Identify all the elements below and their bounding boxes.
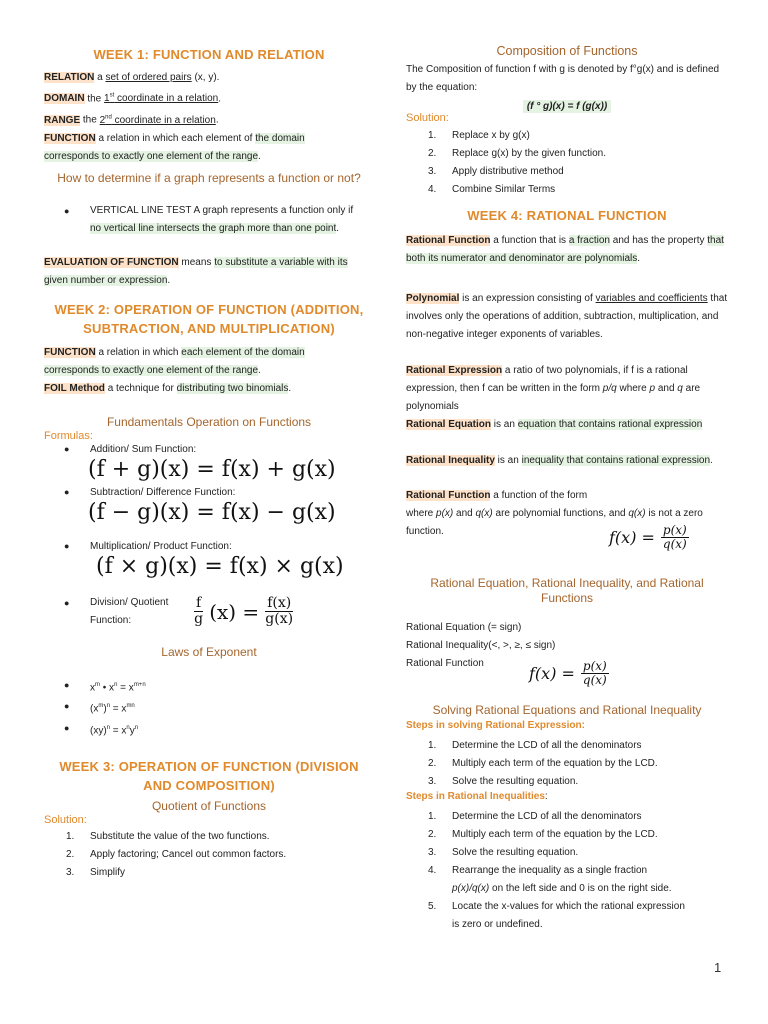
multiplication-formula: (f × g)(x) = f(x) × g(x) bbox=[96, 554, 344, 579]
fundamentals-heading: Fundamentals Operation on Functions bbox=[106, 415, 312, 429]
composition-equation: (f ° g)(x) = f (g(x)) bbox=[523, 100, 611, 113]
quotient-step-2: 2. Apply factoring; Cancel out common factors. bbox=[66, 849, 287, 860]
ineq-step-1: 1. Determine the LCD of all the denominators bbox=[428, 811, 642, 822]
steps-rational-inequalities-label: Steps in Rational Inequalities: bbox=[406, 791, 548, 802]
exponent-law-3: ● $(xy)^n = x^ny^n$ bbox=[64, 722, 139, 736]
comp-step-1: 1. Replace x by g(x) bbox=[428, 130, 530, 141]
multiplication-item: ● Multiplication/ Product Function: (f × g)(x) = f(x) × g(x) bbox=[44, 541, 374, 579]
solution-label-w3: Solution: bbox=[44, 814, 87, 826]
exponent-laws-list bbox=[44, 676, 366, 740]
quotient-step-3: 3. Simplify bbox=[66, 867, 126, 878]
ineq-step-3: 3. Solve the resulting equation. bbox=[428, 847, 579, 858]
ineq-step-5: 5. Locate the x-values for which the rational expression is zero or undefined. bbox=[428, 901, 685, 930]
rational-function-label: Rational Function bbox=[406, 658, 484, 669]
expr-step-1: 1. Determine the LCD of all the denominators bbox=[428, 740, 642, 751]
evaluation-definition: EVALUATION OF FUNCTION means to substitute a variable with its given number or expression. bbox=[44, 257, 348, 286]
subtraction-item: ● Subtraction/ Difference Function: (f − g)(x) = f(x) − g(x) bbox=[44, 487, 374, 525]
addition-formula: (f + g)(x) = f(x) + g(x) bbox=[88, 457, 336, 482]
rational-expression-steps bbox=[406, 737, 728, 791]
rational-function-definition: Rational Function a function that is a fraction and has the property that both its numerator and denominator are polynomials. bbox=[406, 235, 724, 264]
page-number: 1 bbox=[714, 960, 722, 975]
week2-title: WEEK 2: OPERATION OF FUNCTION (ADDITION, SUBTRACTION, AND MULTIPLICATION) bbox=[54, 302, 364, 336]
rational-inequality-steps bbox=[406, 808, 728, 934]
rational-function-formula-1: f(x) = $\frac{p(x)}{q(x)}$ bbox=[609, 523, 687, 552]
quotient-heading: Quotient of Functions bbox=[151, 799, 267, 813]
comp-step-2: 2. Replace g(x) by the given function. bbox=[428, 148, 606, 159]
expr-step-3: 3. Solve the resulting equation. bbox=[428, 776, 579, 787]
rational-expression-definition: Rational Expression a ratio of two polynomials, if f is a rational expression, then f can be written in the form p/q where p and q are polynomials bbox=[406, 365, 701, 412]
composition-intro: The Composition of function f with g is denoted by f°g(x) and is defined by the equation: bbox=[406, 64, 720, 93]
rational-inequality-sign: Rational Inequality(<, >, ≥, ≤ sign) bbox=[406, 640, 556, 651]
exponent-law-2: ● $(x^m)^n = x^{mn}$ bbox=[64, 701, 135, 715]
expr-step-2: 2. Multiply each term of the equation by the LCD. bbox=[428, 758, 658, 769]
graph-heading: How to determine if a graph represents a function or not? bbox=[57, 171, 361, 185]
laws-exponent-heading: Laws of Exponent bbox=[161, 645, 257, 659]
rational-inequality-definition: Rational Inequality is an inequality that contains rational expression. bbox=[406, 455, 713, 466]
addition-item: ● Addition/ Sum Function: (f + g)(x) = f(x) + g(x) bbox=[44, 444, 374, 482]
week3-title: WEEK 3: OPERATION OF FUNCTION (DIVISION AND COMPOSITION) bbox=[59, 759, 359, 793]
solving-heading: Solving Rational Equations and Rational Inequality bbox=[432, 703, 702, 717]
ineq-step-4: 4. Rearrange the inequality as a single fraction p(x)/q(x) on the left side and 0 is on the right side. bbox=[428, 865, 672, 894]
composition-steps bbox=[406, 127, 728, 199]
exponent-law-1: ● $x^m$ • $x^n = x^{m+n}$ bbox=[64, 680, 146, 694]
polynomial-definition: Polynomial is an expression consisting of variables and coefficients that involves only the operations of addition, subtraction, multiplication, and non-negative integer exponents of variables. bbox=[406, 293, 728, 340]
rational-function-formula-2: f(x) = $\frac{p(x)}{q(x)}$ bbox=[529, 659, 607, 688]
composition-heading: Composition of Functions bbox=[496, 44, 638, 58]
week1-title: WEEK 1: FUNCTION AND RELATION bbox=[93, 47, 325, 62]
relation-definition: RELATION a set of ordered pairs (x, y). DOMAIN the 1st coordinate in a relation. RANGE the 2nd coordinate in a relation. FUNCTION a relation in which each element of the domain corresponds to exactly one element of the range. bbox=[44, 72, 305, 162]
comp-step-4: 4. Combine Similar Terms bbox=[428, 184, 556, 195]
rational-function-form: Rational Function a function of the form where p(x) and q(x) are polynomial functions, and q(x) is not a zero function. bbox=[406, 490, 703, 537]
quotient-steps bbox=[44, 828, 366, 882]
rational-equation-sign: Rational Equation (= sign) bbox=[406, 622, 522, 633]
solution-label-comp: Solution: bbox=[406, 112, 449, 124]
comp-step-3: 3. Apply distributive method bbox=[428, 166, 564, 177]
formulas-label: Formulas: bbox=[44, 430, 93, 442]
steps-rational-expression-label: Steps in solving Rational Expression: bbox=[406, 720, 585, 731]
division-item: ● Division/ Quotient Function: $\frac{f}{g}$ (x) = $\frac{f(x)}{g(x)}$ bbox=[64, 595, 294, 628]
week4-title: WEEK 4: RATIONAL FUNCTION bbox=[467, 208, 667, 223]
division-formula: $\frac{f}{g}$ (x) = $\frac{f(x)}{g(x)}$ bbox=[194, 595, 294, 628]
vertical-line-test: ● VERTICAL LINE TEST A graph represents a function only if no vertical line intersects the graph more than one point. bbox=[64, 205, 354, 234]
rational-equation-definition: Rational Equation is an equation that contains rational expression bbox=[406, 419, 703, 430]
w2-function-definition: FUNCTION a relation in which each element of the domain corresponds to exactly one element of the range. FOIL Method a technique for distributing two binomials. bbox=[44, 347, 305, 394]
rational-eq-ineq-heading: Rational Equation, Rational Inequality, and Rational Functions bbox=[430, 576, 704, 605]
ineq-step-2: 2. Multiply each term of the equation by the LCD. bbox=[428, 829, 658, 840]
subtraction-formula: (f − g)(x) = f(x) − g(x) bbox=[88, 500, 336, 525]
quotient-step-1: 1. Substitute the value of the two functions. bbox=[66, 831, 270, 842]
